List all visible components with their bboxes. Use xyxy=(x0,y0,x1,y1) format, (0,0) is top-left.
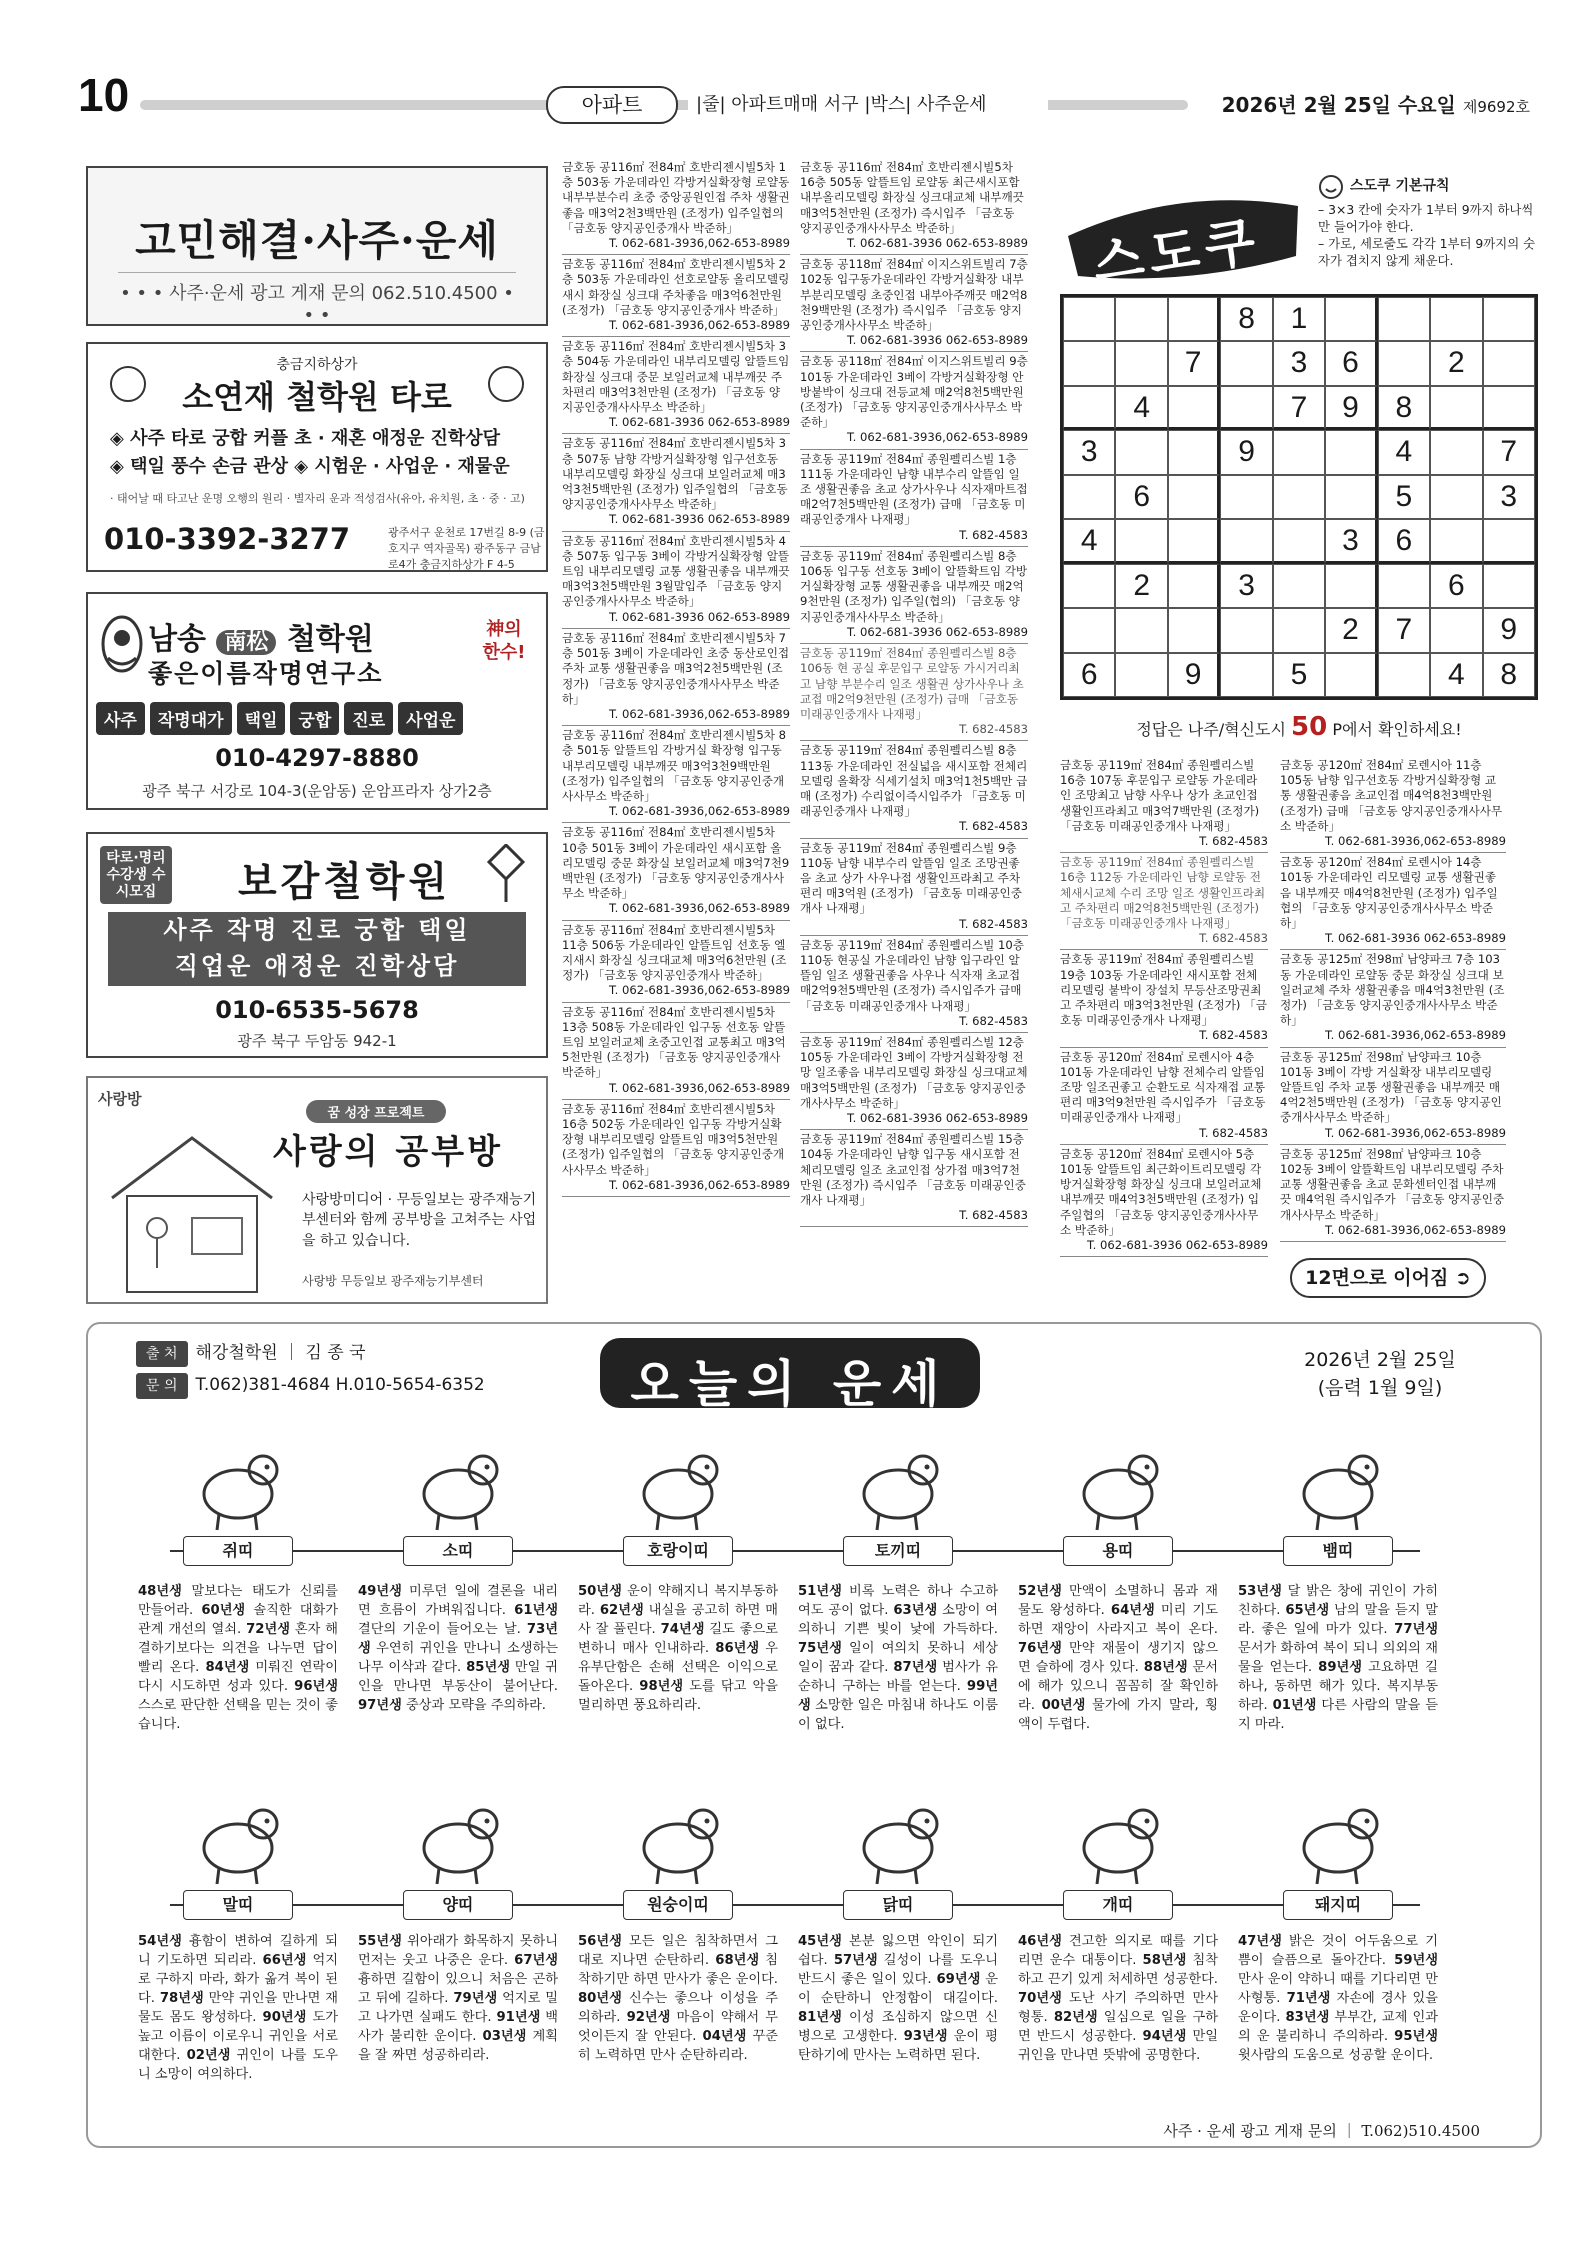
listing-text: 금호동 공119㎡ 전84㎡ 종원펠리스빌 1층 111동 가운데라인 남향 내부수리 알뜰임 일조 생활권좋음 초교 상가사우나 식자재마트접 매2억7천5백만원 (조정가) 급매 「금호동 미래공인중개사 나재평」 xyxy=(800,451,1028,527)
sudoku-cell[interactable] xyxy=(1220,475,1272,519)
sign-fortune: 55년생 위아래가 화목하지 못하니 먼저는 웃고 나중은 운다. 67년생 흉하면 길함이 있으니 처음은 곤하고 뒤에 길하다. 79년생 억지로 밀고 나가면 실패도 한다. 91년생 백사가 불리한 운이다. 03년생 계획을 잘 짜면 성공하리라. xyxy=(358,1934,559,2063)
listing-text: 금호동 공125㎡ 전98㎡ 남양파크 10층 101동 3베이 각방 거실확장 내부리모델링 알뜰트임 주차 교통 생활권좋음 내부깨끗 매4억2천5백만원 (조정가) 「금호동 양지공인중개사사무소 박준하」 xyxy=(1280,1049,1502,1125)
ad-services-1: 사주 작명 진로 궁합 택일 xyxy=(163,916,471,944)
sign-fortune: 56년생 모든 일은 침착하면서 그대로 지나면 순탄하리. 68년생 침착하기만 하면 만사가 좋은 운이다. 80년생 신수는 좋으나 이성을 주의하라. 92년생 마음이 약해서 무엇이든지 잘 안된다. 04년생 꾸준히 노력하면 만사 순탄하리라. xyxy=(578,1934,779,2063)
sudoku-cell[interactable] xyxy=(1430,475,1482,519)
answer-pre: 정답은 나주/혁신도시 xyxy=(1136,720,1286,739)
dragon-icon xyxy=(1063,1430,1173,1540)
fortune-ad-footer: 사주 · 운세 광고 게재 문의 ｜ T.062)510.4500 xyxy=(1163,2122,1480,2140)
sudoku-cell[interactable]: 6 xyxy=(1115,475,1167,519)
sudoku-cell[interactable] xyxy=(1273,430,1325,474)
listing-phone: T. 682-4583 xyxy=(1199,1125,1268,1140)
sudoku-cell[interactable] xyxy=(1115,653,1167,697)
sudoku-cell[interactable] xyxy=(1115,519,1167,563)
snake-icon xyxy=(1283,1430,1393,1540)
listing-phone: T. 062-681-3936 062-653-8989 xyxy=(608,415,790,430)
listing-phone: T. 062-681-3936,062-653-8989 xyxy=(1324,1125,1506,1140)
sudoku-cell[interactable] xyxy=(1273,475,1325,519)
horse-icon xyxy=(183,1784,293,1894)
ad-badge: 神의 한수! xyxy=(482,619,526,664)
sudoku-cell[interactable]: 8 xyxy=(1483,653,1535,697)
ad-name: 소연재 철학원 타로 xyxy=(182,378,452,416)
listing-phone: T. 682-4583 xyxy=(959,916,1028,931)
sudoku-cell[interactable]: 2 xyxy=(1325,608,1377,652)
listing-phone: T. 682-4583 xyxy=(1199,931,1268,946)
contact-label: 문 의 xyxy=(136,1373,188,1399)
listing-phone: T. 062-681-3936,062-653-8989 xyxy=(608,1080,790,1095)
listing-text: 금호동 공119㎡ 전84㎡ 종원펠리스빌 8층 106동 입구동 선호동 3베이 알뜰확트임 각방거실확장형 교통 생활권좋음 내부깨끗 매2억9천만원 (조정가) 입주일(협의) 「금호동 양지공인중개사사무소 박준하」 xyxy=(800,548,1028,624)
sudoku-cell[interactable] xyxy=(1483,341,1535,385)
listing-item xyxy=(562,823,790,920)
sudoku-cell[interactable] xyxy=(1220,608,1272,652)
sudoku-cell[interactable] xyxy=(1063,297,1115,341)
horoscope-title xyxy=(600,1338,980,1413)
sudoku-cell[interactable]: 8 xyxy=(1220,297,1272,341)
listing-item xyxy=(800,450,1028,547)
listing-text: 금호동 공125㎡ 전98㎡ 남양파크 10층 102동 3베이 알뜰확트임 내부리모델링 주차 교통 생활권좋음 초교 문화센터인접 내부깨끗 매4억원 즉시입주가 「금호동 양지공인중개사사무소 박준하」 xyxy=(1280,1146,1505,1222)
ad-address: 광주 북구 서강로 104-3(운암동) 운암프라자 상가2층 xyxy=(142,782,492,800)
listing-phone: T. 062-681-3936 062-653-8989 xyxy=(846,624,1028,639)
listing-item xyxy=(562,532,790,629)
page-number: 10 xyxy=(78,69,130,121)
listing-item xyxy=(562,434,790,531)
listing-phone: T. 062-681-3936,062-653-8989 xyxy=(1324,834,1506,849)
continued-badge: 12면으로 이어짐 ➲ xyxy=(1290,1258,1486,1298)
sudoku-cell[interactable]: 3 xyxy=(1220,564,1272,608)
listing-item xyxy=(800,1033,1028,1130)
sign-fortune: 49년생 미루던 일에 결론을 내리면 흐름이 가벼워집니다. 61년생 결단의 기운이 들어오는 날. 73년생 우연히 귀인을 만나니 소생하는 나무 이삭과 같다. 85년생 만일 귀인을 만나면 부동산이 불어난다. 97년생 중상과 모략을 주의하라. xyxy=(358,1584,558,1713)
listing-text: 금호동 공116㎡ 전84㎡ 호반리젠시빌5차 7층 501동 3베이 가운데라인 초중 동산로인접 주차 교통 생활권좋음 매3억2천5백만원 (조정가) 「금호동 양지공인중개사사무소 박준하」 xyxy=(562,630,790,706)
listing-phone: T. 682-4583 xyxy=(959,819,1028,834)
sudoku-cell[interactable] xyxy=(1378,297,1430,341)
listing-phone: T. 062-681-3936,062-653-8989 xyxy=(608,318,790,333)
sign-name: 쥐띠 xyxy=(183,1536,293,1566)
tag: 사주 xyxy=(96,702,145,735)
listing-text: 금호동 공120㎡ 전84㎡ 로렌시아 11층 105동 남향 입구선호동 각방거실확장형 교통 생활권좋음 초교인접 매4억8천3백만원 (조정가) 급매 「금호동 양지공인중개사사무소 박준하」 xyxy=(1280,758,1503,833)
rooster-icon xyxy=(843,1784,953,1894)
ad-line1: ◈ 사주 타로 궁합 커플 초 · 재혼 애정운 진학상담 xyxy=(110,428,501,449)
listing-item xyxy=(1280,853,1506,950)
sudoku-cell[interactable]: 3 xyxy=(1483,475,1535,519)
ad-name-b: 철학원 xyxy=(286,622,374,657)
sudoku-cell[interactable] xyxy=(1430,519,1482,563)
sudoku-cell[interactable]: 9 xyxy=(1483,608,1535,652)
sudoku-cell[interactable] xyxy=(1430,297,1482,341)
sudoku-cell[interactable]: 3 xyxy=(1273,341,1325,385)
listing-item xyxy=(800,352,1028,449)
listing-item xyxy=(800,158,1028,255)
emblem-icon xyxy=(100,614,144,674)
sign-fortune: 53년생 달 밝은 창에 귀인이 가히 친하다. 65년생 남의 말을 듣지 말라. 좋은 일에 마가 있다. 77년생 문서가 화하여 복이 되니 의외의 재물을 얻는다. 89년생 고요하면 길하나, 동하면 해가 있다. 복지부동하라. 01년생 다른 사람의 말을 듣지 마라. xyxy=(1238,1584,1438,1732)
sudoku-cell[interactable] xyxy=(1430,608,1482,652)
listings-col-3 xyxy=(1060,756,1268,1257)
sign-fortune: 50년생 운이 약해지니 복지부동하라. 62년생 내실을 공고히 하면 매사 잘 풀린다. 74년생 길도 좋으로 변하니 매사 인내하라. 86년생 우유부단함은 손해 선택은 이익으로 돌아온다. 98년생 도를 닦고 악을 멀리하면 풍요하리라. xyxy=(578,1584,779,1713)
fortune-ad-banner xyxy=(86,166,548,326)
listing-phone: T. 062-681-3936,062-653-8989 xyxy=(846,430,1028,445)
ad-soyeonjae xyxy=(86,342,548,572)
sudoku-cell[interactable] xyxy=(1325,564,1377,608)
sudoku-cell[interactable]: 3 xyxy=(1063,430,1115,474)
rules-title: 스도쿠 기본규칙 xyxy=(1350,178,1450,194)
listing-phone: T. 062-681-3936,062-653-8989 xyxy=(608,983,790,998)
sign-name: 돼지띠 xyxy=(1283,1890,1393,1920)
listing-item xyxy=(1060,1145,1268,1257)
sudoku-cell[interactable]: 2 xyxy=(1115,564,1167,608)
ad-line3: · 태어날 때 타고난 운명 오행의 원리 · 별자리 운과 적성검사(유아, 유치원, 초 · 중 · 고) xyxy=(110,492,525,505)
listing-text: 금호동 공119㎡ 전84㎡ 종원펠리스빌 8층 106동 현 공실 후문입구 로얄동 가시거리최고 남향 부분수리 일조 생활권 상가사우나 초교접 매2억9천만원 (조정가) 급매 「금호동 미래공인중개사 나재평」 xyxy=(800,646,1024,721)
sign-fortune: 48년생 말보다는 태도가 신뢰를 만들어라. 60년생 솔직한 대화가 관계 개선의 열쇠. 72년생 혼자 해결하기보다는 의견을 나누면 답이 빨리 온다. 84년생 미뤄진 연락이 다시 시도하면 성과 있다. 96년생 스스로 판단한 선택을 믿는 것이 좋습니다. xyxy=(138,1584,338,1732)
sudoku-cell[interactable]: 4 xyxy=(1115,386,1167,430)
issue-number: 제9692호 xyxy=(1462,98,1530,116)
date-text: 2026년 2월 25일 수요일 xyxy=(1221,93,1456,117)
listing-item xyxy=(1060,756,1268,853)
sign-name: 소띠 xyxy=(403,1536,513,1566)
sudoku-cell[interactable] xyxy=(1378,341,1430,385)
sudoku-cell[interactable] xyxy=(1325,297,1377,341)
listing-item xyxy=(562,1100,790,1197)
monkey-icon xyxy=(623,1784,733,1894)
sudoku-cell[interactable] xyxy=(1220,653,1272,697)
listing-item xyxy=(562,726,790,823)
sudoku-cell[interactable] xyxy=(1378,564,1430,608)
sign-name: 닭띠 xyxy=(843,1890,953,1920)
sudoku-cell[interactable] xyxy=(1115,608,1167,652)
ad-services-2: 직업운 애정운 진학상담 xyxy=(174,952,460,980)
listing-text: 금호동 공120㎡ 전84㎡ 로렌시아 4층 101동 가운데라인 남향 전체수리 알뜰임 조망 일조권좋고 순환도로 식자재접 교통편리 매3억9천만원 즉시입주가 「금호동 미래공인중개사 나재평」 xyxy=(1060,1049,1266,1125)
sudoku-cell[interactable] xyxy=(1063,608,1115,652)
sudoku-cell[interactable]: 8 xyxy=(1378,386,1430,430)
house-illustration-icon xyxy=(102,1118,282,1298)
sudoku-cell[interactable]: 1 xyxy=(1273,297,1325,341)
listing-text: 금호동 공116㎡ 전84㎡ 호반리젠시빌5차 3층 504동 가운데라인 내부리모델링 알뜰트임 화장실 싱크대 중문 보일러교체 내부깨끗 주차편리 매3억3천만원 (조정가) 「금호동 양지공인중개사사무소 박준하」 xyxy=(562,339,790,415)
sudoku-cell[interactable]: 6 xyxy=(1378,519,1430,563)
sudoku-cell[interactable]: 7 xyxy=(1483,430,1535,474)
answer-post: P에서 확인하세요! xyxy=(1332,720,1462,739)
ad-address: 광주 북구 두암동 942-1 xyxy=(237,1032,397,1050)
contact-text: T.062)381-4684 H.010-5654-6352 xyxy=(195,1375,485,1395)
listing-item xyxy=(1060,853,1268,950)
rat-icon xyxy=(183,1430,293,1540)
sudoku-cell[interactable] xyxy=(1168,608,1220,652)
listing-text: 금호동 공116㎡ 전84㎡ 호반리젠시빌5차 2층 503동 가운데라인 선호로얄동 올리모델링 새시 화장실 싱크대 주차좋음 매3억6천만원 (조정가) 「금호동 양지공인중개사 박준하」 xyxy=(562,257,790,317)
sudoku-cell[interactable] xyxy=(1063,341,1115,385)
listing-item xyxy=(800,1130,1028,1227)
sign-fortune: 45년생 본분 잃으면 악인이 되기 쉽다. 57년생 길성이 나를 도우니 반드시 좋은 일이 있다. 69년생 운이 순탄하니 안정함이 대길이다. 81년생 이성 조심하지 않으면 신병으로 고생한다. 93년생 운이 평탄하기에 만사는 노력하면 된다. xyxy=(798,1934,998,2063)
listing-item xyxy=(562,921,790,1003)
listing-item xyxy=(800,644,1028,741)
sudoku-cell[interactable] xyxy=(1273,608,1325,652)
listing-item xyxy=(562,255,790,337)
listing-item xyxy=(1280,1145,1506,1242)
listings-col-4 xyxy=(1280,756,1506,1242)
sudoku-cell[interactable] xyxy=(1220,386,1272,430)
listings-col-1 xyxy=(562,158,790,1197)
sign-name: 호랑이띠 xyxy=(623,1536,733,1566)
listing-item xyxy=(562,629,790,726)
listing-text: 금호동 공118㎡ 전84㎡ 이지스위트빌리 9층 101동 가운데라인 3베이 각방거실확장형 안방붙박이 싱크대 전등교체 매2억8천5백만원 (조정가) 「금호동 양지공인중개사사무소 박준하」 xyxy=(800,354,1028,430)
ad-phone: 010-3392-3277 xyxy=(104,522,351,556)
sudoku-cell[interactable] xyxy=(1115,341,1167,385)
sudoku-cell[interactable] xyxy=(1273,564,1325,608)
listing-text: 금호동 공120㎡ 전84㎡ 로렌시아 5층 101동 알뜰트임 최근화이트리모델링 각방거실확장형 화장실 싱크대 보일러교체 내부깨끗 매4억3천5백만원 (조정가) 입주일협의 「금호동 양지공인중개사사무소 박준하」 xyxy=(1060,1146,1262,1237)
listing-text: 금호동 공118㎡ 전84㎡ 이지스위트빌리 7층 102동 입구동가운데라인 각방거실확장 내부부분리모델링 초중인접 내부아주깨끗 매2억8천9백만원 (조정가) 즉시입주 「금호동 양지공인중개사사무소 박준하」 xyxy=(800,257,1028,333)
sudoku-cell[interactable]: 4 xyxy=(1063,519,1115,563)
ad-phone: 010-6535-5678 xyxy=(215,996,419,1024)
sudoku-cell[interactable] xyxy=(1325,430,1377,474)
ad-name: 사랑의 공부방 xyxy=(273,1132,503,1172)
listing-item xyxy=(1280,950,1506,1047)
sudoku-cell[interactable]: 6 xyxy=(1325,341,1377,385)
listing-item xyxy=(800,936,1028,1033)
sudoku-cell[interactable]: 4 xyxy=(1430,653,1482,697)
sudoku-cell[interactable]: 9 xyxy=(1168,653,1220,697)
sudoku-cell[interactable]: 9 xyxy=(1220,430,1272,474)
listing-phone: T. 062-681-3936 062-653-8989 xyxy=(1324,931,1506,946)
section-label: 아파트 xyxy=(546,86,678,124)
rule-2: – 가로, 세로줄도 각각 1부터 9까지의 숫자가 겹치지 않게 채운다. xyxy=(1318,236,1536,268)
sign-name: 용띠 xyxy=(1063,1536,1173,1566)
ad-recruit: 타로·명리 수강생 수시모집 xyxy=(100,846,172,904)
ad-address: 광주서구 운천로 17번길 8-9 (금호지구 역자골목) 광주동구 금남로4가 충금지하상가 F 4-5 xyxy=(388,526,545,571)
sudoku-cell[interactable] xyxy=(1378,653,1430,697)
listing-phone: T. 062-681-3936,062-653-8989 xyxy=(608,706,790,721)
sudoku-cell[interactable] xyxy=(1325,653,1377,697)
listing-item xyxy=(562,158,790,255)
lunar-date: (음력 1월 9일) xyxy=(1317,1377,1443,1399)
ad-services xyxy=(108,912,526,986)
sudoku-cell[interactable] xyxy=(1483,519,1535,563)
sudoku-cell[interactable] xyxy=(1483,564,1535,608)
listing-text: 금호동 공119㎡ 전84㎡ 종원펠리스빌 10층 110동 현공실 가운데라인 남향 입구라인 알뜰임 일조 생활권좋음 사우나 식자재 초교접 매2억9천5백만원 (조정가) 즉시입주가 급매 「금호동 미래공인중개사 나재평」 xyxy=(800,937,1024,1013)
tag: 작명대가 xyxy=(150,702,232,735)
listing-text: 금호동 공116㎡ 전84㎡ 호반리젠시빌5차 13층 508동 가운데라인 입구동 선호동 알뜰트임 보일러교체 초중고인접 교통최고 매3억5천만원 (조정가) 「금호동 양지공인중개사 박준하」 xyxy=(562,1004,786,1080)
solar-date: 2026년 2월 25일 xyxy=(1304,1349,1456,1371)
listing-text: 금호동 공119㎡ 전84㎡ 종원펠리스빌 9층 110동 남향 내부수리 알뜰임 일조 조망권좋음 초교 상가 사우나접 생활인프라최고 주차편리 매3억원 (조정가) 「금호동 미래공인중개사 나재평」 xyxy=(800,840,1022,916)
listing-text: 금호동 공116㎡ 전84㎡ 호반리젠시빌5차 1층 503동 가운데라인 각방거실확장형 로얄동 내부부분수리 초중 중앙공원인접 주차 생활권좋음 매3억2천3백만원 (조정가) 입주일협의 「금호동 양지공인중개사 박준하」 xyxy=(562,160,790,235)
sudoku-cell[interactable] xyxy=(1483,386,1535,430)
listing-phone: T. 682-4583 xyxy=(959,1208,1028,1223)
listing-item xyxy=(1280,756,1506,853)
sudoku-logo-text: 스도쿠 xyxy=(1089,211,1265,295)
listing-phone: T. 682-4583 xyxy=(959,527,1028,542)
sudoku-cell[interactable]: 6 xyxy=(1063,653,1115,697)
sudoku-grid xyxy=(1060,294,1538,700)
sign-divider xyxy=(170,1550,1420,1552)
sign-fortune: 54년생 흉함이 변하여 길하게 되니 기도하면 되리라. 66년생 억지로 구하지 마라, 화가 옮겨 복이 된다. 78년생 만약 귀인을 만나면 재물도 몸도 왕성하다. 90년생 도가 높고 이름이 이로우니 귀인을 서로 대한다. 02년생 귀인이 나를 도우니 소망이 여의하다. xyxy=(138,1934,339,2082)
sudoku-cell[interactable] xyxy=(1325,475,1377,519)
sign-fortune: 51년생 비록 노력은 하나 수고하여도 공이 없다. 63년생 소망이 여의하니 기쁜 빛이 낯에 가득하다. 75년생 일이 여의치 못하니 세상일이 꿈과 같다. 87년생 범사가 유순하니 구하는 바를 얻는다. 99년생 소망한 일은 마침내 하나도 이룸이 없다. xyxy=(798,1584,999,1732)
listing-text: 금호동 공119㎡ 전84㎡ 종원펠리스빌 19층 103동 가운데라인 새시포함 전체리모델링 붙박이 장설치 무등산조망권최고 주차편리 매3억3천만원 (조정가) 「금호동 미래공인중개사 나재평」 xyxy=(1060,952,1267,1028)
sudoku-cell[interactable] xyxy=(1273,519,1325,563)
sudoku-cell[interactable] xyxy=(1115,430,1167,474)
listing-phone: T. 682-4583 xyxy=(1199,834,1268,849)
rabbit-icon xyxy=(843,1430,953,1540)
listing-phone: T. 062-681-3936 062-653-8989 xyxy=(846,1110,1028,1125)
banner-sub: • • • 사주·운세 광고 게재 문의 062.510.4500 • • • xyxy=(118,272,516,326)
ad-bogam xyxy=(86,832,548,1058)
listing-text: 금호동 공119㎡ 전84㎡ 종원펠리스빌 8층 113동 가운데라인 전실넓음 새시포함 전체리모델링 올확장 식세기설치 매3억1천5백만 급매 (조정가) 수리없이즉시입주가 「금호동 미래공인중개사 나재평」 xyxy=(800,743,1028,819)
sudoku-cell[interactable] xyxy=(1115,297,1167,341)
listing-item xyxy=(562,337,790,434)
ad-sarangbang xyxy=(86,1076,548,1304)
sign-name: 원숭이띠 xyxy=(623,1890,733,1920)
listing-phone: T. 062-681-3936 062-653-8989 xyxy=(846,333,1028,348)
sudoku-cell[interactable]: 7 xyxy=(1378,608,1430,652)
ad-location: 충금지하상가 xyxy=(276,357,358,373)
sudoku-cell[interactable]: 7 xyxy=(1168,341,1220,385)
listing-item xyxy=(800,255,1028,352)
tiger-icon xyxy=(623,1430,733,1540)
sign-fortune: 52년생 만액이 소멸하니 몸과 재물도 왕성하다. 64년생 미리 기도하면 재앙이 사라지고 복이 온다. 76년생 만약 재물이 생기지 않으면 슬하에 경사 있다. 88년생 문서에 해가 있으니 꼼꼼히 잘 확인하라. 00년생 물가에 가지 말라, 횡액이 두렵다. xyxy=(1018,1584,1219,1732)
sudoku-cell[interactable] xyxy=(1063,386,1115,430)
sudoku-cell[interactable]: 3 xyxy=(1325,519,1377,563)
listing-phone: T. 062-681-3936,062-653-8989 xyxy=(608,804,790,819)
ad-name xyxy=(148,614,468,658)
horo-contact xyxy=(136,1372,485,1399)
sign-divider xyxy=(170,1904,1420,1906)
listing-phone: T. 062-681-3936 062-653-8989 xyxy=(846,236,1028,251)
sudoku-cell[interactable]: 2 xyxy=(1430,341,1482,385)
ad-namsong xyxy=(86,592,548,810)
rule-1: – 3×3 칸에 숫자가 1부터 9까지 하나씩만 들어가야 한다. xyxy=(1318,202,1534,234)
sign-name: 말띠 xyxy=(183,1890,293,1920)
tag: 궁합 xyxy=(290,702,339,735)
sign-name: 개띠 xyxy=(1063,1890,1173,1920)
ad-sponsors: 사랑방 무등일보 광주재능기부센터 xyxy=(302,1274,484,1288)
sudoku-cell[interactable] xyxy=(1220,519,1272,563)
sudoku-cell[interactable] xyxy=(1168,519,1220,563)
tag: 진로 xyxy=(344,702,393,735)
smiley-icon xyxy=(1318,174,1344,200)
listing-item xyxy=(1060,1048,1268,1145)
ad-phone: 010-4297-8880 xyxy=(215,744,419,772)
ad-banner: 꿈 성장 프로젝트 xyxy=(306,1100,446,1123)
listing-text: 금호동 공120㎡ 전84㎡ 로렌시아 14층 101동 가운데라인 리모델링 교통 생활권좋음 내부깨끗 매4억8천만원 (조정가) 입주일협의 「금호동 양지공인중개사사무소 박준하」 xyxy=(1280,855,1498,931)
listings-col-2 xyxy=(800,158,1028,1227)
pig-icon xyxy=(1283,1784,1393,1894)
listing-phone: T. 062-681-3936,062-653-8989 xyxy=(608,901,790,916)
sudoku-cell[interactable]: 5 xyxy=(1378,475,1430,519)
sudoku-cell[interactable]: 5 xyxy=(1273,653,1325,697)
section-topics: |줄| 아파트매매 서구 |박스| 사주운세 xyxy=(688,90,1048,120)
sign-fortune: 46년생 견고한 의지로 때를 기다리면 운수 대통이다. 58년생 침착하고 끈기 있게 처세하면 성공한다. 70년생 도난 사기 주의하면 만사형통. 82년생 일심으로 일을 구하면 반드시 성공한다. 94년생 만일 귀인을 만나면 뜻밖에 공명한다. xyxy=(1018,1934,1218,2063)
listing-text: 금호동 공116㎡ 전84㎡ 호반리젠시빌5차 4층 507동 입구동 3베이 각방거실확장형 알뜰트임 내부리모델링 교통 생활권좋음 내부깨끗 매3억3천5백만원 3월말입주 「금호동 양지공인중개사사무소 박준하」 xyxy=(562,533,790,609)
sign-name: 뱀띠 xyxy=(1283,1536,1393,1566)
listing-text: 금호동 공116㎡ 전84㎡ 호반리젠시빌5차 16층 502동 가운데라인 입구동 각방거실확장형 내부리모델링 알뜰트임 매3억5천만원 (조정가) 입주일협의 「금호동 양지공인중개사사무소 박준하」 xyxy=(562,1101,785,1177)
sudoku-cell[interactable] xyxy=(1220,341,1272,385)
listing-text: 금호동 공116㎡ 전84㎡ 호반리젠시빌5차 3층 507동 남향 각방거실확장형 입구선호동 내부리모델링 화장실 싱크대 보일러교체 매3억3천5백만원 (조정가) 입주일협의 「금호동 양지공인중개사사무소 박준하」 xyxy=(562,436,788,512)
tag: 사업운 xyxy=(398,702,463,735)
ad-desc: 사랑방미디어 · 무등일보는 광주재능기부센터와 함께 공부방을 고쳐주는 사업을 하고 있습니다. xyxy=(302,1192,537,1249)
ad-line2: ◈ 택일 풍수 손금 관상 ◈ 시험운 · 사업운 · 재물운 xyxy=(110,456,510,477)
ad-name: 보감철학원 xyxy=(238,859,452,905)
listing-item xyxy=(1280,1048,1506,1145)
listing-text: 금호동 공119㎡ 전84㎡ 종원펠리스빌 15층 104동 가운데라인 남향 입구동 새시포함 전체리모델링 일조 초교인접 상가접 매3억7천만원 (조정가) 즉시입주 「금호동 미래공인중개사 나재평」 xyxy=(800,1132,1026,1207)
dog-icon xyxy=(1063,1784,1173,1894)
listing-phone: T. 062-681-3936 062-653-8989 xyxy=(608,512,790,527)
sudoku-rules xyxy=(1318,178,1540,269)
listing-item xyxy=(800,547,1028,644)
listing-item xyxy=(800,741,1028,838)
ad-subname: 좋은이름작명연구소 xyxy=(148,659,384,688)
listing-text: 금호동 공119㎡ 전84㎡ 종원펠리스빌 12층 105동 가운데라인 3베이 각방거실확장형 전망 일조좋음 내부리모델링 화장실 싱크대교체 매3억5백만원 (조정가) 「금호동 양지공인중개사사무소 박준하」 xyxy=(800,1034,1028,1110)
ad-tags xyxy=(96,702,538,735)
listing-text: 금호동 공116㎡ 전84㎡ 호반리젠시빌5차 16층 505동 알뜰트임 로얄동 최근새시포함 내부올리모델링 화장실 싱크대교체 내부깨끗 매3억5천만원 (조정가) 즉시입주 「금호동 양지공인중개사사무소 박준하」 xyxy=(800,160,1024,235)
horo-source xyxy=(136,1340,366,1367)
sudoku-cell[interactable]: 9 xyxy=(1325,386,1377,430)
sudoku-cell[interactable] xyxy=(1168,564,1220,608)
sign-name: 양띠 xyxy=(403,1890,513,1920)
listing-item xyxy=(562,1003,790,1100)
sudoku-cell[interactable] xyxy=(1063,475,1115,519)
listing-phone: T. 062-681-3936,062-653-8989 xyxy=(1324,1222,1506,1237)
sudoku-logo xyxy=(1058,176,1308,296)
horoscope-date xyxy=(1290,1346,1470,1402)
sudoku-cell[interactable]: 7 xyxy=(1273,386,1325,430)
sudoku-cell[interactable] xyxy=(1430,430,1482,474)
sudoku-cell[interactable] xyxy=(1063,564,1115,608)
listing-phone: T. 062-681-3936,062-653-8989 xyxy=(608,1177,790,1192)
sudoku-answer-note xyxy=(1060,712,1538,742)
listing-text: 금호동 공116㎡ 전84㎡ 호반리젠시빌5차 10층 501동 3베이 가운데라인 새시포함 올리모델링 중문 화장실 보일러교체 매3억7천9백만원 (조정가) 「금호동 양지공인중개사사무소 박준하」 xyxy=(562,825,790,901)
source-label: 출 처 xyxy=(136,1341,188,1367)
sudoku-cell[interactable] xyxy=(1168,297,1220,341)
sudoku-cell[interactable] xyxy=(1168,430,1220,474)
sign-name: 토끼띠 xyxy=(843,1536,953,1566)
banner-title: 고민해결·사주·운세 xyxy=(135,216,499,265)
sudoku-cell[interactable] xyxy=(1168,475,1220,519)
source-text: 해강철학원 ｜ 김 종 국 xyxy=(195,1343,366,1363)
listing-text: 금호동 공119㎡ 전84㎡ 종원펠리스빌 16층 112동 가운데라인 남향 로얄동 전체새시교체 수리 조망 일조 생활인프라최고 주차편리 매2억8천5백만원 (조정가) 「금호동 미래공인중개사 나재평」 xyxy=(1060,855,1266,931)
listing-phone: T. 062-681-3936 062-653-8989 xyxy=(608,609,790,624)
listing-text: 금호동 공125㎡ 전98㎡ 남양파크 7층 103동 가운데라인 로얄동 중문 화장실 싱크대 보일러교체 주차 생활권좋음 매4억3천만원 (조정가) 「금호동 양지공인중개사사무소 박준하」 xyxy=(1280,952,1505,1028)
listing-text: 금호동 공116㎡ 전84㎡ 호반리젠시빌5차 11층 506동 가운데라인 알뜰트임 선호동 엘지새시 화장실 싱크대교체 매3억6천만원 (조정가) 「금호동 양지공인중개사 박준하」 xyxy=(562,922,787,983)
listing-phone: T. 062-681-3936,062-653-8989 xyxy=(608,236,790,251)
ox-icon xyxy=(403,1430,513,1540)
answer-page: 50 xyxy=(1291,712,1328,742)
sign-fortune: 47년생 밝은 것이 어두움으로 기쁨이 슬픔으로 돌아간다. 59년생 만사 운이 약하니 때를 기다리면 만사형통. 71년생 자손에 경사 있을 운이다. 83년생 부부간, 교제 인과의 운 불리하니 주의하라. 95년생 윗사람의 도움으로 성공할 운이다. xyxy=(1238,1934,1439,2063)
ad-name-a: 남송 xyxy=(148,622,206,657)
sheep-icon xyxy=(403,1784,513,1894)
horoscope-title-text: 오늘의 운세 xyxy=(630,1355,950,1413)
sudoku-cell[interactable] xyxy=(1168,386,1220,430)
ad-brand: 사랑방 xyxy=(98,1090,142,1108)
listing-text: 금호동 공119㎡ 전84㎡ 종원펠리스빌 16층 107동 후문입구 로얄동 가운데라인 조망최고 남향 사우나 상가 초교인접 생활인프라최고 매3억7백만원 (조정가) 「금호동 미래공인중개사 나재평」 xyxy=(1060,758,1260,833)
listing-phone: T. 062-681-3936,062-653-8989 xyxy=(1324,1028,1506,1043)
listing-phone: T. 682-4583 xyxy=(959,1013,1028,1028)
listing-text: 금호동 공116㎡ 전84㎡ 호반리젠시빌5차 8층 501동 알뜰트임 각방거실 확장형 입구동 내부리모델링 내부깨끗 매3억3천9백만원 (조정가) 입주일협의 「금호동 양지공인중개사사무소 박준하」 xyxy=(562,728,786,803)
listing-phone: T. 682-4583 xyxy=(959,722,1028,737)
sudoku-cell[interactable]: 6 xyxy=(1430,564,1482,608)
sudoku-cell[interactable] xyxy=(1483,297,1535,341)
tag: 택일 xyxy=(237,702,286,735)
listing-phone: T. 062-681-3936 062-653-8989 xyxy=(1086,1238,1268,1253)
listing-phone: T. 682-4583 xyxy=(1199,1028,1268,1043)
ad-name-hanja: 南松 xyxy=(216,630,276,655)
sudoku-cell[interactable]: 4 xyxy=(1378,430,1430,474)
sudoku-cell[interactable] xyxy=(1430,386,1482,430)
issue-date xyxy=(1200,90,1530,122)
listing-item xyxy=(800,839,1028,936)
listing-item xyxy=(1060,950,1268,1047)
